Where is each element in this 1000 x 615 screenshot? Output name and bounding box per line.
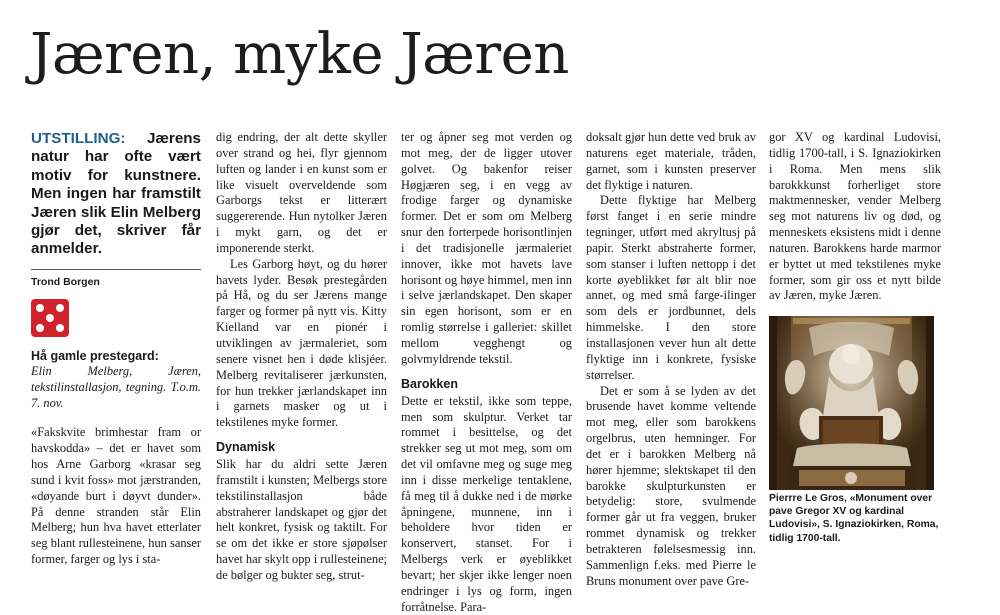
lead-paragraph bbox=[31, 130, 201, 259]
byline: Trond Borgen bbox=[31, 275, 100, 288]
column-4-paragraph-1: doksalt gjør hun dette ved bruk av naturens eget materiale, tråden, garnet, som i kunsten preserver det flyktige i naturen. bbox=[586, 130, 756, 192]
column-4-paragraph-3: Det er som å se lyden av det brusende havet komme veltende mot meg, eller som barokkens orgelbrus, uten hemninger. For det er i barokken Melberg nå hører hjemme; slektskapet til den barokke skulpturkunsten er betydelig: store, svulmende former går ut fra veggen, bruker rommet dynamisk og trekker betrakteren følelsesmessig inn. Sammenlign f.eks. med Pierre le Bruns monument over pave Gre- bbox=[586, 383, 756, 588]
column-1 bbox=[31, 130, 201, 568]
column-1-body bbox=[31, 425, 201, 568]
info-details: Elin Melberg, Jæren, tekstilinstallasjon, tegning. T.o.m. 7. nov. bbox=[31, 363, 201, 410]
headline: Jæren, myke Jæren bbox=[30, 22, 569, 87]
byline-divider bbox=[31, 269, 201, 270]
subheading-dynamisk: Dynamisk bbox=[216, 440, 276, 455]
column-2 bbox=[216, 130, 387, 584]
column-5 bbox=[769, 130, 941, 304]
lead-text: Jærens natur har ofte vært motiv for kunstnere. Men ingen har framstilt Jæren slik Elin Melberg gjør det, skriver får anmelder. bbox=[31, 130, 201, 258]
column-1-paragraph: «Fakskvite brimhestar fram or havskodda» – det er havet som hos Arne Garborg «krasar seg sund i kvit foss» mot jærstranden, «døyande burt i døyvt dunder». På denne stranden står Elin Melberg; hun hva havet etterlater seg blant rullesteinene, hun sanser former, farger og lys i sta- bbox=[31, 425, 201, 567]
photo-caption: Pierrre Le Gros, «Monument over pave Gregor XV og kardinal Ludovisi», S. Ignaziokirken, Roma, tidlig 1700-tall. bbox=[769, 493, 939, 544]
column-2-paragraph-1: dig endring, der alt dette skyller over strand og hei, flyr gjennom luften og lander i en kunst som er like visuelt overveldende som Garborgs tekst er litterært suggererende. Hun nytolker Jæren i mykt garn, og det er imponerende sterkt. bbox=[216, 130, 387, 255]
column-2-paragraph-2: Les Garborg høyt, og du hører havets lyder. Besøk prestegården på Hå, og du ser Jærens mange farger og former på nytt vis. Kitty Kielland var en pionér i utviklingen av jærmaleriet, som senere visnet hen i døde klisjéer. Melberg revitaliserer jærkunsten, for hun trekker jærlandskapet inn i garnets masker og ut i tekstilenes myke former. bbox=[216, 256, 387, 430]
column-4-paragraph-2: Dette flyktige har Melberg først fanget i en serie mindre tegninger, utført med akryltusj på papir. Sterkt abstraherte former, som stanser i luften nettopp i det korte øyeblikket før alt blir noe annet, og med små farge-ilinger som dels er jordbunnet, dels himmelske. I den store installasjonen vever hun alt dette flyktige inn i konkrete, fysiske størrelser. bbox=[586, 193, 756, 382]
column-2-paragraph-3: Slik har du aldri sette Jæren framstilt i kunsten; Melbergs store tekstilinstallasjon både abstraherer landskapet og gjør det helt konkret, fysisk og taktilt. For se om det ikke er store sjøpølser havet har skylt opp i rullesteinene; de bølger og bukter seg, strut- bbox=[216, 457, 388, 582]
baroque-monument-photo bbox=[769, 316, 934, 490]
die-five-icon bbox=[31, 299, 69, 337]
column-3-paragraph-2: Dette er tekstil, ikke som teppe, men som skulptur. Verket tar rommet i besittelse, og det strekker seg ut mot meg, som om det vil omfavne meg og suge meg inn i disse merkelige tentaklene, få meg til å dukke ned i de mørke åpningene, munnene, inn i beholdere hvor tiden er konservert, stanset. For i Melbergs verk er øyeblikket bevart; her skjer ikke lenger noen endringer i lys og form, ingen forråtnelse. Para- bbox=[401, 393, 572, 614]
column-3-paragraph-1: ter og åpner seg mot verden og mot meg, der de ligger utover golvet. Og bakenfor reiser Høgjæren seg, i en vegg av frodige farger og dynamiske former. Det er som om Melberg snur den forterpede horisontlinjen i det tradisjonelle jærmaleriet innover, ikke mot havets lave horisont og høye himmel, men inn i selve jærlandskapet. Den skaper sin egen horisont, som er en romlig størrelse i galleriet: skillet mellom vegghengt og golvmyldrende tekstil. bbox=[401, 130, 572, 366]
subheading-barokken: Barokken bbox=[401, 376, 458, 391]
column-3 bbox=[401, 130, 572, 615]
column-4 bbox=[586, 130, 756, 589]
lead-kicker: UTSTILLING: bbox=[31, 130, 126, 147]
info-title: Hå gamle prestegard: bbox=[31, 348, 159, 363]
column-5-paragraph-1: gor XV og kardinal Ludovisi, tidlig 1700-tall, i S. Ignaziokirken i Roma. Men mens slik barokkkunst forherliget store maktmennesker, vender Melberg seg mot naturens liv og død, og menneskets eksistens midt i denne naturen. Barokkens harde marmor er byttet ut med tekstilenes myke former, som gir oss et nytt bilde av Jæren, myke Jæren. bbox=[769, 130, 941, 303]
